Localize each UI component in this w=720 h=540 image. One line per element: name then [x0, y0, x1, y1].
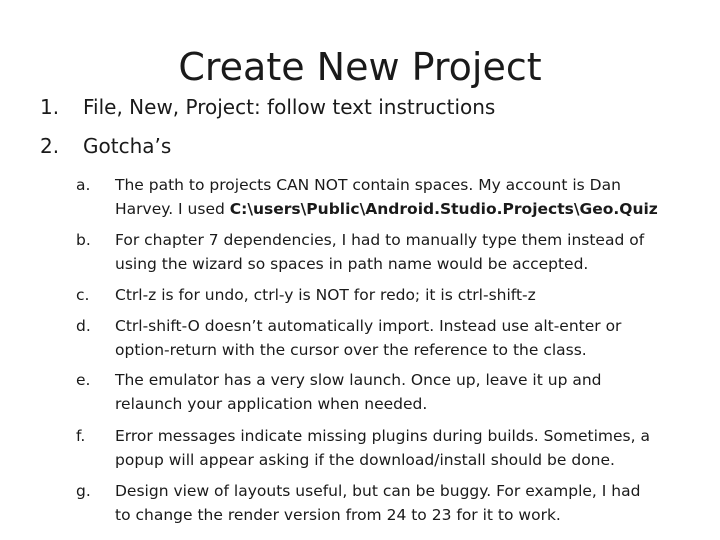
gotcha-line: relaunch your application when needed. [115, 395, 428, 413]
main-item-text: File, New, Project: follow text instructions [83, 95, 496, 119]
gotcha-letter: d. [76, 317, 91, 335]
gotcha-text [115, 424, 675, 472]
gotcha-letter: a. [76, 176, 91, 194]
gotcha-line: The emulator has a very slow launch. Once up, leave it up and [115, 371, 602, 389]
gotcha-line: option-return with the cursor over the reference to the class. [115, 341, 587, 359]
gotcha-text [115, 228, 675, 276]
gotcha-letter: f. [76, 427, 86, 445]
gotcha-line: Error messages indicate missing plugins during builds. Sometimes, a [115, 427, 650, 445]
gotcha-text [115, 479, 675, 527]
gotcha-line: Design view of layouts useful, but can be buggy. For example, I had [115, 482, 641, 500]
gotcha-text [115, 314, 675, 362]
main-item-number: 1. [40, 95, 60, 119]
gotcha-letter: c. [76, 286, 90, 304]
gotcha-line-prefix: Harvey. I used [115, 200, 230, 218]
gotcha-text [115, 173, 675, 221]
gotcha-text [115, 283, 675, 307]
gotcha-line: using the wizard so spaces in path name would be accepted. [115, 255, 589, 273]
slide-title: Create New Project [178, 45, 542, 89]
gotcha-line: The path to projects CAN NOT contain spaces. My account is Dan [115, 176, 621, 194]
gotcha-letter: e. [76, 371, 91, 389]
main-item-number: 2. [40, 134, 60, 158]
gotcha-text [115, 368, 675, 416]
main-list-item [40, 94, 700, 133]
main-item-text: Gotcha’s [83, 134, 172, 158]
gotcha-line [115, 197, 675, 221]
gotcha-line: For chapter 7 dependencies, I had to manually type them instead of [115, 231, 645, 249]
gotcha-line: Ctrl-z is for undo, ctrl-y is NOT for redo; it is ctrl-shift-z [115, 286, 536, 304]
main-list [40, 94, 700, 172]
project-path: C:\users\Public\Android.Studio.Projects\Geo.Quiz [229, 200, 658, 218]
gotcha-line: to change the render version from 24 to 23 for it to work. [115, 506, 561, 524]
gotcha-letter: b. [76, 231, 91, 249]
gotcha-line: Ctrl-shift-O doesn’t automatically import. Instead use alt-enter or [115, 317, 622, 335]
main-list-item [40, 133, 700, 172]
gotcha-line: popup will appear asking if the download/install should be done. [115, 451, 615, 469]
gotcha-letter: g. [76, 482, 91, 500]
